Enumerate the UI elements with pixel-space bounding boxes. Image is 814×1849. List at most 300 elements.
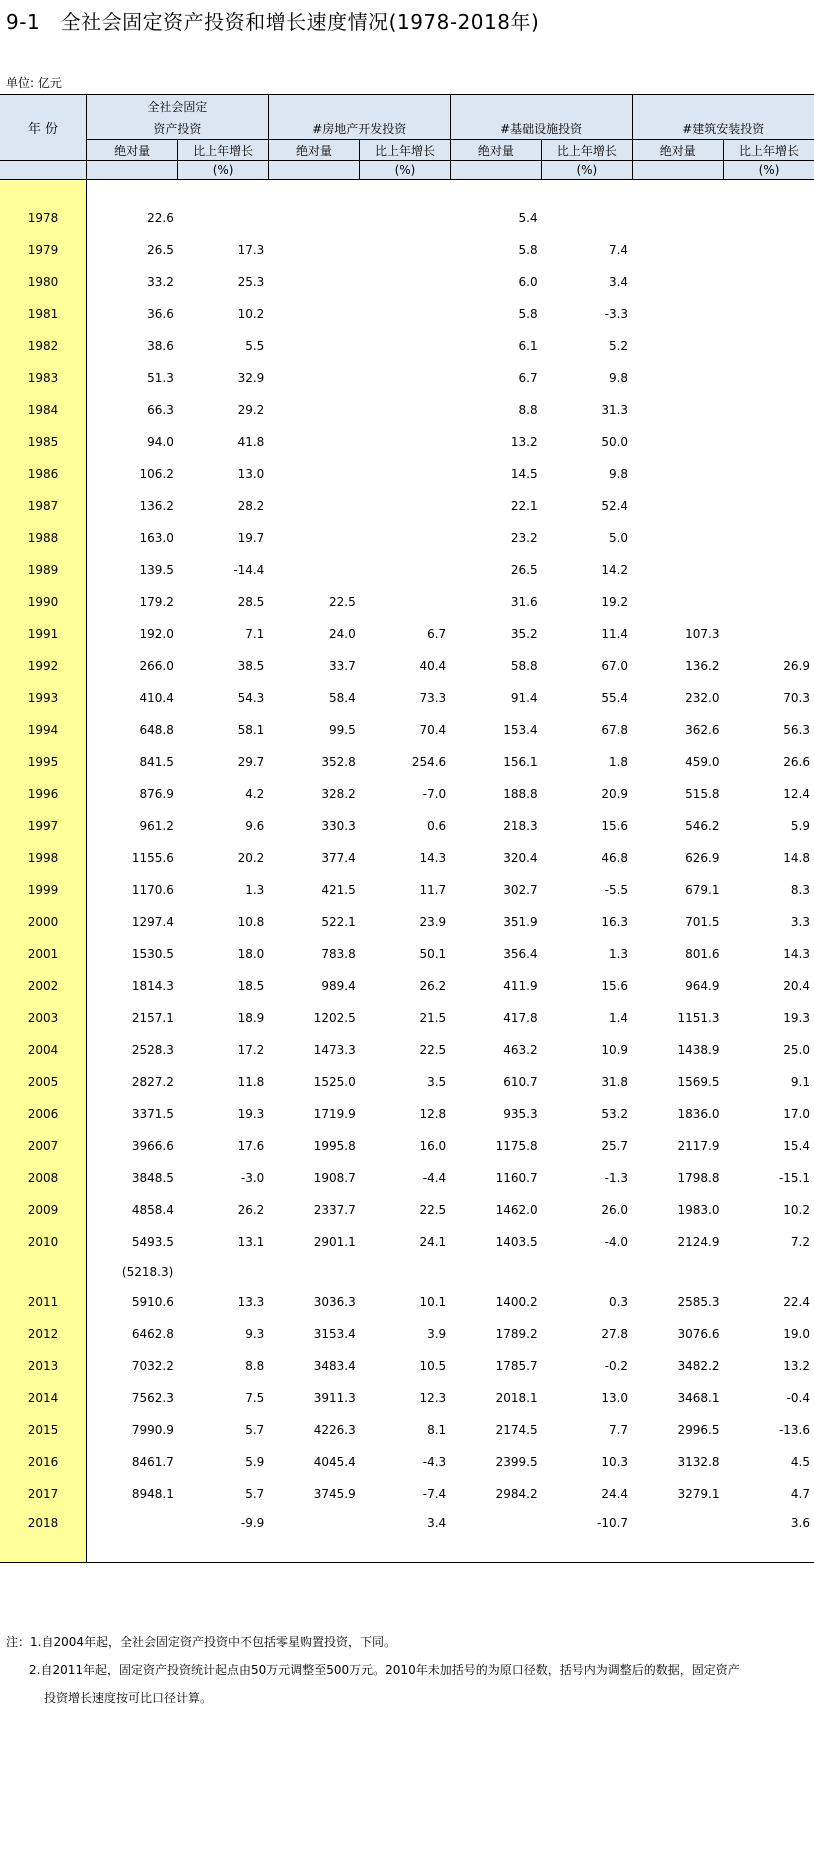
- growth-rate-cell: [360, 330, 450, 362]
- year-cell: 2013: [0, 1350, 86, 1382]
- growth-rate-cell: 5.9: [790, 819, 810, 833]
- absolute-value-cell: 94.0: [147, 435, 174, 449]
- table-row: [0, 586, 814, 618]
- growth-rate-cell: [360, 362, 450, 394]
- group3-header: #基础设施投资: [450, 117, 632, 140]
- growth-rate-cell: 18.5: [237, 979, 265, 993]
- year-cell: 2005: [0, 1066, 86, 1098]
- absolute-value-cell: 2901.1: [313, 1235, 356, 1249]
- growth-rate-cell: 14.3: [783, 947, 810, 961]
- absolute-value-cell: 3483.4: [313, 1359, 356, 1373]
- growth-rate-cell: 21.5: [419, 1011, 447, 1025]
- absolute-value-cell: 1798.8: [677, 1171, 720, 1185]
- year-cell: 1983: [0, 362, 86, 394]
- growth-rate-cell: 5.7: [245, 1487, 265, 1501]
- absolute-value-cell: 58.4: [329, 691, 356, 705]
- absolute-value-cell: 1719.9: [313, 1107, 356, 1121]
- year-cell: 1994: [0, 714, 86, 746]
- growth-rate-cell: 1.8: [608, 755, 629, 769]
- growth-rate-cell: 254.6: [411, 755, 447, 769]
- growth-rate-cell: 13.3: [237, 1295, 265, 1309]
- growth-rate-cell: 41.8: [237, 435, 265, 449]
- absolute-value-cell: 1785.7: [495, 1359, 538, 1373]
- absolute-value-cell: 139.5: [139, 563, 174, 577]
- year-cell: 2014: [0, 1382, 86, 1414]
- absolute-value-cell: [268, 426, 359, 458]
- growth-rate-cell: 6.7: [427, 627, 447, 641]
- table-row: [0, 970, 814, 1002]
- table-row-2010-adjusted: [0, 1258, 814, 1286]
- absolute-value-cell: [632, 394, 723, 426]
- growth-rate-cell: 20.4: [783, 979, 810, 993]
- absolute-value-cell: [268, 1510, 359, 1563]
- absolute-value-cell: [268, 458, 359, 490]
- growth-rate-cell: 52.4: [601, 499, 629, 513]
- absolute-value-cell: 35.2: [510, 627, 538, 641]
- year-cell: 2006: [0, 1098, 86, 1130]
- growth-rate-cell: 4.5: [790, 1455, 810, 1469]
- absolute-value-cell: 3468.1: [677, 1391, 720, 1405]
- growth-rate-cell: 67.8: [601, 723, 629, 737]
- growth-rate-cell: [360, 490, 450, 522]
- growth-rate-cell: [724, 490, 814, 522]
- growth-rate-cell: 5.0: [608, 531, 629, 545]
- growth-rate-cell: [542, 202, 632, 234]
- table-row: [0, 650, 814, 682]
- table-header: [0, 95, 814, 180]
- growth-unit: (%): [542, 161, 632, 180]
- growth-rate-cell: 15.6: [601, 819, 629, 833]
- table-row: [0, 266, 814, 298]
- year-cell: 1993: [0, 682, 86, 714]
- absolute-value-cell: 1814.3: [131, 979, 174, 993]
- growth-rate-cell: 3.9: [427, 1327, 447, 1341]
- growth-rate-cell: 14.2: [601, 563, 629, 577]
- year-cell: 1992: [0, 650, 86, 682]
- growth-rate-cell: -9.9: [178, 1510, 268, 1563]
- absolute-value-cell: [632, 202, 723, 234]
- growth-rate-cell: 18.9: [237, 1011, 265, 1025]
- absolute-value-cell: 6.7: [518, 371, 538, 385]
- absolute-value-cell: [268, 522, 359, 554]
- absolute-value-cell: 4858.4: [131, 1203, 174, 1217]
- table-row: [0, 1002, 814, 1034]
- absolute-value-cell: 23.2: [510, 531, 538, 545]
- absolute-value-cell: 8.8: [518, 403, 538, 417]
- growth-rate-cell: -7.4: [422, 1487, 447, 1501]
- table-row: [0, 1414, 814, 1446]
- abs-header: 绝对量: [86, 140, 177, 161]
- absolute-value-cell: 24.0: [329, 627, 356, 641]
- absolute-value-cell: 876.9: [139, 787, 174, 801]
- growth-rate-cell: 3.5: [427, 1075, 447, 1089]
- table-row: [0, 746, 814, 778]
- absolute-value-cell: [450, 1510, 541, 1563]
- growth-rate-cell: 8.3: [790, 883, 810, 897]
- growth-rate-cell: 8.1: [427, 1423, 447, 1437]
- absolute-value-cell: 4226.3: [313, 1423, 356, 1437]
- investment-table: [0, 94, 814, 1563]
- growth-rate-cell: 13.0: [601, 1391, 629, 1405]
- absolute-value-cell: 2117.9: [677, 1139, 720, 1153]
- growth-rate-cell: 32.9: [237, 371, 265, 385]
- absolute-value-cell: 421.5: [321, 883, 356, 897]
- absolute-value-cell: 463.2: [503, 1043, 538, 1057]
- absolute-value-cell: 1403.5: [495, 1235, 538, 1249]
- abs-header: 绝对量: [268, 140, 359, 161]
- absolute-value-cell: [268, 554, 359, 586]
- growth-rate-cell: 19.3: [237, 1107, 265, 1121]
- growth-rate-cell: 26.9: [783, 659, 810, 673]
- absolute-value-cell: 2585.3: [677, 1295, 720, 1309]
- table-row: [0, 1034, 814, 1066]
- growth-rate-cell: [724, 330, 814, 362]
- absolute-value-cell: 36.6: [147, 307, 174, 321]
- absolute-value-cell: 1151.3: [677, 1011, 720, 1025]
- growth-rate-cell: [360, 202, 450, 234]
- growth-rate-cell: 16.3: [601, 915, 629, 929]
- growth-rate-cell: 4.2: [245, 787, 265, 801]
- growth-rate-cell: 70.3: [783, 691, 810, 705]
- table-row: [0, 1382, 814, 1414]
- growth-rate-cell: 7.7: [608, 1423, 629, 1437]
- growth-rate-cell: 19.0: [783, 1327, 810, 1341]
- table-row: [0, 682, 814, 714]
- year-cell: 2003: [0, 1002, 86, 1034]
- table-row: [0, 714, 814, 746]
- absolute-value-cell: 1297.4: [131, 915, 174, 929]
- absolute-value-cell: [268, 362, 359, 394]
- table-row: [0, 202, 814, 234]
- growth-rate-cell: 9.6: [245, 819, 265, 833]
- absolute-value-cell: 1462.0: [495, 1203, 538, 1217]
- table-row: [0, 1510, 814, 1563]
- year-cell: 1996: [0, 778, 86, 810]
- absolute-value-cell: 417.8: [503, 1011, 538, 1025]
- absolute-value-cell: 2996.5: [677, 1423, 720, 1437]
- year-cell: 1998: [0, 842, 86, 874]
- growth-rate-cell: [360, 586, 450, 618]
- year-cell: 2000: [0, 906, 86, 938]
- growth-rate-cell: 54.3: [237, 691, 265, 705]
- growth-header: 比上年增长: [724, 140, 814, 161]
- absolute-value-cell: 2984.2: [495, 1487, 538, 1501]
- absolute-value-cell: [632, 298, 723, 330]
- data-table-container: [0, 94, 814, 1563]
- growth-rate-cell: 26.0: [601, 1203, 629, 1217]
- growth-rate-cell: 4.7: [790, 1487, 810, 1501]
- absolute-value-cell: 411.9: [503, 979, 538, 993]
- growth-rate-cell: 5.9: [245, 1455, 265, 1469]
- growth-rate-cell: 7.4: [608, 243, 629, 257]
- absolute-value-cell: 99.5: [329, 723, 356, 737]
- absolute-value-cell: 1983.0: [677, 1203, 720, 1217]
- growth-rate-cell: -10.7: [542, 1510, 632, 1563]
- absolute-value-cell: 1160.7: [495, 1171, 538, 1185]
- absolute-value-cell: 106.2: [139, 467, 174, 481]
- abs-header: 绝对量: [632, 140, 723, 161]
- growth-rate-cell: [724, 426, 814, 458]
- absolute-value-cell: [632, 554, 723, 586]
- absolute-value-cell: 91.4: [510, 691, 538, 705]
- growth-rate-cell: 11.4: [601, 627, 629, 641]
- absolute-value-cell: 3848.5: [131, 1171, 174, 1185]
- year-cell: 1999: [0, 874, 86, 906]
- absolute-value-cell: 218.3: [503, 819, 538, 833]
- growth-rate-cell: 24.4: [601, 1487, 629, 1501]
- year-cell: 1988: [0, 522, 86, 554]
- year-cell: 1978: [0, 202, 86, 234]
- absolute-value-cell: [86, 1510, 177, 1563]
- growth-rate-cell: [360, 266, 450, 298]
- absolute-value-cell: 2124.9: [677, 1235, 720, 1249]
- growth-rate-cell: 1.4: [608, 1011, 629, 1025]
- growth-rate-cell: 10.2: [237, 307, 265, 321]
- growth-rate-cell: 22.5: [419, 1043, 447, 1057]
- growth-rate-cell: -15.1: [778, 1171, 810, 1185]
- table-row: [0, 330, 814, 362]
- absolute-value-cell: 2399.5: [495, 1455, 538, 1469]
- absolute-value-cell: 515.8: [685, 787, 720, 801]
- growth-rate-cell: 18.0: [237, 947, 265, 961]
- growth-rate-cell: -13.6: [778, 1423, 810, 1437]
- absolute-value-cell: 188.8: [503, 787, 538, 801]
- group4-header: #建筑安装投资: [632, 117, 814, 140]
- absolute-value-cell: 3132.8: [677, 1455, 720, 1469]
- growth-rate-cell: 31.8: [601, 1075, 629, 1089]
- year-cell: 2001: [0, 938, 86, 970]
- year-cell: 1986: [0, 458, 86, 490]
- year-cell: 1991: [0, 618, 86, 650]
- growth-rate-cell: 8.8: [245, 1359, 265, 1373]
- growth-rate-cell: 17.6: [237, 1139, 265, 1153]
- absolute-value-cell: 841.5: [139, 755, 174, 769]
- absolute-value-cell: [632, 266, 723, 298]
- unit-label: 单位: 亿元: [6, 76, 62, 90]
- absolute-value-cell: [632, 362, 723, 394]
- growth-rate-cell: 20.9: [601, 787, 629, 801]
- growth-rate-cell: 58.1: [237, 723, 265, 737]
- growth-unit: (%): [724, 161, 814, 180]
- absolute-value-cell: 6462.8: [131, 1327, 174, 1341]
- table-row: [0, 458, 814, 490]
- absolute-value-cell: 362.6: [685, 723, 720, 737]
- absolute-value-cell: 935.3: [503, 1107, 538, 1121]
- growth-rate-cell: [724, 522, 814, 554]
- absolute-value-cell: 3279.1: [677, 1487, 720, 1501]
- absolute-value-cell: 22.5: [329, 595, 356, 609]
- growth-rate-cell: 25.0: [783, 1043, 810, 1057]
- table-row: [0, 1226, 814, 1258]
- year-cell: 1987: [0, 490, 86, 522]
- absolute-value-cell: [268, 266, 359, 298]
- group1-header-line1: 全社会固定: [86, 95, 268, 118]
- growth-rate-cell: [360, 234, 450, 266]
- absolute-value-cell: [268, 234, 359, 266]
- table-row: [0, 522, 814, 554]
- growth-rate-cell: -0.4: [786, 1391, 810, 1405]
- absolute-value-cell: 801.6: [685, 947, 720, 961]
- absolute-value-cell: 3371.5: [131, 1107, 174, 1121]
- year-cell: 2009: [0, 1194, 86, 1226]
- table-row: [0, 1318, 814, 1350]
- absolute-value-cell: 31.6: [510, 595, 538, 609]
- year-cell: 1989: [0, 554, 86, 586]
- growth-rate-cell: 14.8: [783, 851, 810, 865]
- absolute-value-cell: 410.4: [139, 691, 174, 705]
- growth-rate-cell: [178, 202, 268, 234]
- absolute-value-cell: 356.4: [503, 947, 538, 961]
- growth-rate-cell: 5.7: [245, 1423, 265, 1437]
- growth-header: 比上年增长: [360, 140, 450, 161]
- absolute-value-cell: 26.5: [147, 243, 174, 257]
- absolute-value-cell: 163.0: [139, 531, 174, 545]
- absolute-value-cell: [632, 1510, 723, 1563]
- notes: [6, 1628, 740, 1712]
- absolute-value-cell: 648.8: [139, 723, 174, 737]
- table-row: [0, 938, 814, 970]
- growth-rate-cell: 11.7: [419, 883, 447, 897]
- table-row: [0, 1350, 814, 1382]
- growth-rate-cell: [724, 618, 814, 650]
- absolute-value-cell: 459.0: [685, 755, 720, 769]
- growth-rate-cell: 50.1: [419, 947, 447, 961]
- year-cell: 1985: [0, 426, 86, 458]
- growth-rate-cell: 28.2: [237, 499, 265, 513]
- absolute-value-cell: [268, 330, 359, 362]
- growth-rate-cell: 10.5: [419, 1359, 447, 1373]
- table-body: [0, 180, 814, 1563]
- growth-rate-cell: -4.4: [422, 1171, 447, 1185]
- absolute-value-cell: 328.2: [321, 787, 356, 801]
- growth-rate-cell: [360, 298, 450, 330]
- absolute-value-cell: 5910.6: [131, 1295, 174, 1309]
- absolute-value-cell: [632, 490, 723, 522]
- growth-rate-cell: 13.1: [237, 1235, 265, 1249]
- absolute-value-cell: 964.9: [685, 979, 720, 993]
- growth-rate-cell: 46.8: [601, 851, 629, 865]
- year-column-header: 年 份: [0, 95, 86, 161]
- absolute-value-cell: 522.1: [321, 915, 356, 929]
- absolute-value-cell: 2018.1: [495, 1391, 538, 1405]
- growth-rate-cell: 19.7: [237, 531, 265, 545]
- table-row: [0, 810, 814, 842]
- absolute-value-cell: 1530.5: [131, 947, 174, 961]
- table-row: [0, 618, 814, 650]
- growth-rate-cell: 17.0: [783, 1107, 810, 1121]
- growth-rate-cell: 11.8: [237, 1075, 265, 1089]
- growth-rate-cell: 16.0: [419, 1139, 447, 1153]
- absolute-value-cell: [268, 202, 359, 234]
- growth-rate-cell: 23.9: [419, 915, 447, 929]
- absolute-value-cell: [632, 426, 723, 458]
- growth-rate-cell: 27.8: [601, 1327, 629, 1341]
- growth-rate-cell: -14.4: [233, 563, 265, 577]
- year-cell: 1990: [0, 586, 86, 618]
- absolute-value-cell: 38.6: [147, 339, 174, 353]
- growth-rate-cell: 67.0: [601, 659, 629, 673]
- absolute-value-cell: 22.1: [510, 499, 538, 513]
- absolute-value-cell: 22.6: [147, 211, 174, 225]
- group1-header-line2: 资产投资: [86, 117, 268, 140]
- absolute-value-cell: 1995.8: [313, 1139, 356, 1153]
- absolute-value-cell: 3482.2: [677, 1359, 720, 1373]
- growth-rate-cell: 73.3: [419, 691, 447, 705]
- growth-rate-cell: [360, 426, 450, 458]
- growth-rate-cell: 10.1: [419, 1295, 447, 1309]
- table-row: [0, 490, 814, 522]
- growth-unit: (%): [360, 161, 450, 180]
- absolute-value-cell: 33.7: [329, 659, 356, 673]
- absolute-value-cell: 352.8: [321, 755, 356, 769]
- growth-rate-cell: 20.2: [237, 851, 265, 865]
- table-row: [0, 1130, 814, 1162]
- growth-rate-cell: 9.1: [790, 1075, 810, 1089]
- growth-rate-cell: 9.8: [608, 371, 629, 385]
- absolute-value-cell: 783.8: [321, 947, 356, 961]
- absolute-value-cell: 156.1: [503, 755, 538, 769]
- year-cell: 1980: [0, 266, 86, 298]
- absolute-value-cell: 8948.1: [131, 1487, 174, 1501]
- absolute-value-cell: 5.4: [518, 211, 538, 225]
- absolute-value-cell: 153.4: [503, 723, 538, 737]
- absolute-value-cell: 1170.6: [131, 883, 174, 897]
- table-row: [0, 554, 814, 586]
- growth-rate-cell: 17.3: [237, 243, 265, 257]
- absolute-value-cell: 2174.5: [495, 1423, 538, 1437]
- absolute-value-cell: 320.4: [503, 851, 538, 865]
- growth-rate-cell: 24.1: [419, 1235, 447, 1249]
- growth-rate-cell: 26.2: [237, 1203, 265, 1217]
- year-cell: 2015: [0, 1414, 86, 1446]
- growth-rate-cell: 7.5: [245, 1391, 265, 1405]
- table-row: [0, 1098, 814, 1130]
- absolute-value-cell: 13.2: [510, 435, 538, 449]
- absolute-value-cell: 546.2: [685, 819, 720, 833]
- growth-rate-cell: -1.3: [604, 1171, 629, 1185]
- absolute-value-cell: 266.0: [139, 659, 174, 673]
- growth-rate-cell: [724, 394, 814, 426]
- growth-rate-cell: 26.2: [419, 979, 447, 993]
- growth-rate-cell: 12.8: [419, 1107, 447, 1121]
- adjusted-2010-value: (5218.3): [121, 1265, 174, 1279]
- year-cell: 2017: [0, 1478, 86, 1510]
- growth-rate-cell: -4.0: [604, 1235, 629, 1249]
- growth-rate-cell: 38.5: [237, 659, 265, 673]
- growth-rate-cell: 70.4: [419, 723, 447, 737]
- growth-rate-cell: 50.0: [601, 435, 629, 449]
- absolute-value-cell: 679.1: [685, 883, 720, 897]
- year-cell: 2010: [0, 1226, 86, 1258]
- growth-rate-cell: 28.5: [237, 595, 265, 609]
- growth-rate-cell: [360, 394, 450, 426]
- growth-rate-cell: 31.3: [601, 403, 629, 417]
- absolute-value-cell: 136.2: [139, 499, 174, 513]
- table-row: [0, 1478, 814, 1510]
- growth-rate-cell: -3.3: [604, 307, 629, 321]
- table-row: [0, 778, 814, 810]
- growth-rate-cell: 10.8: [237, 915, 265, 929]
- absolute-value-cell: 232.0: [685, 691, 720, 705]
- absolute-value-cell: 302.7: [503, 883, 538, 897]
- growth-header: 比上年增长: [178, 140, 268, 161]
- year-cell: 1984: [0, 394, 86, 426]
- absolute-value-cell: 377.4: [321, 851, 356, 865]
- absolute-value-cell: [632, 234, 723, 266]
- growth-rate-cell: 25.3: [237, 275, 265, 289]
- absolute-value-cell: 1438.9: [677, 1043, 720, 1057]
- growth-rate-cell: [360, 458, 450, 490]
